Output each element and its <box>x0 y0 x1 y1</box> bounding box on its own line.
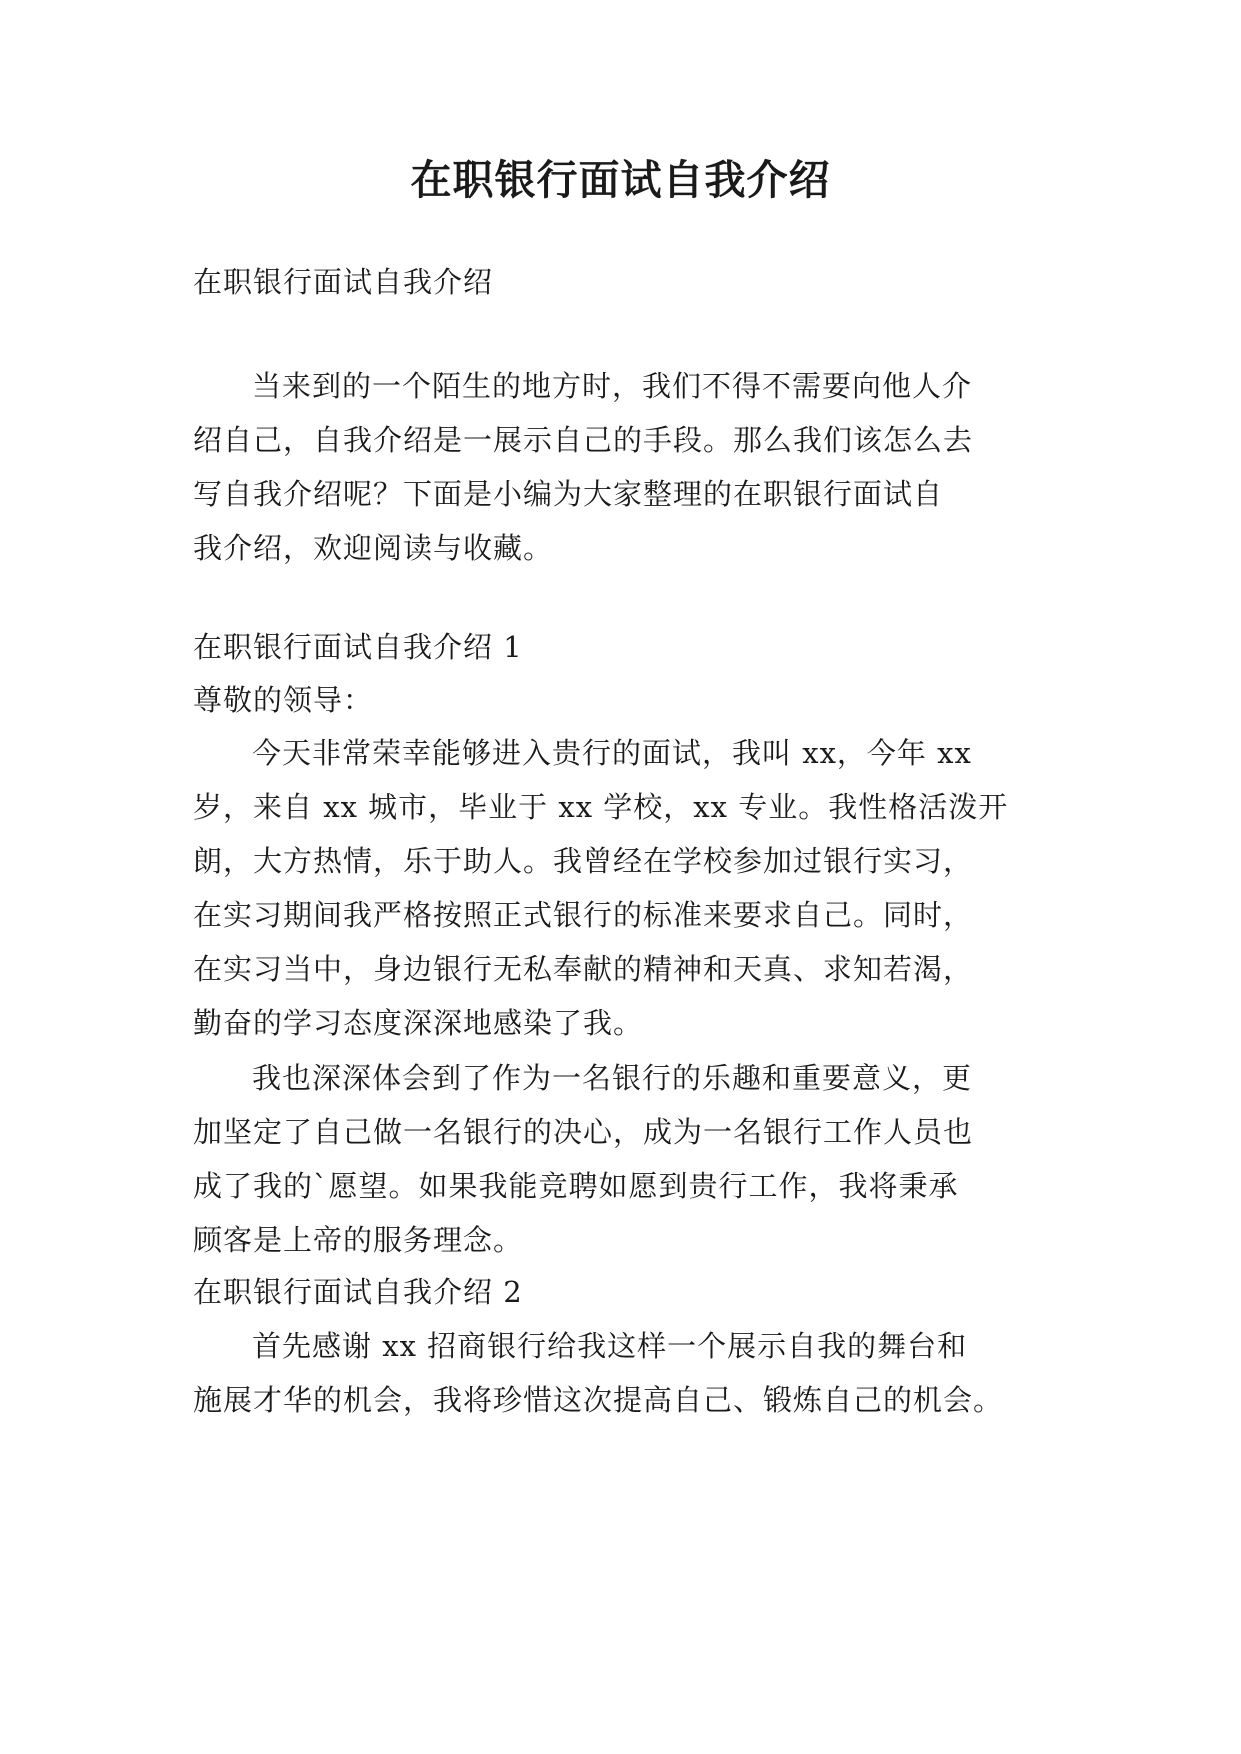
section-heading-1: 在职银行面试自我介绍 1 <box>193 630 523 664</box>
paragraph-line: 我也深深体会到了作为一名银行的乐趣和重要意义，更 <box>252 1061 973 1095</box>
paragraph-line: 加坚定了自己做一名银行的决心，成为一名银行工作人员也 <box>193 1115 974 1149</box>
paragraph-line: 勤奋的学习态度深深地感染了我。 <box>193 1006 644 1040</box>
paragraph-line: 岁，来自 xx 城市，毕业于 xx 学校，xx 专业。我性格活泼开 <box>193 790 1009 824</box>
document-subtitle: 在职银行面试自我介绍 <box>193 265 494 299</box>
paragraph-line: 在实习当中，身边银行无私奉献的精神和天真、求知若渴， <box>193 952 974 986</box>
paragraph-line: 今天非常荣幸能够进入贵行的面试，我叫 xx，今年 xx <box>252 736 972 770</box>
section-heading-2: 在职银行面试自我介绍 2 <box>193 1275 523 1309</box>
paragraph-line: 顾客是上帝的服务理念。 <box>193 1223 524 1257</box>
paragraph-line: 施展才华的机会，我将珍惜这次提高自己、锻炼自己的机会。 <box>193 1383 1004 1417</box>
intro-line: 我介绍，欢迎阅读与收藏。 <box>193 531 554 565</box>
intro-line: 写自我介绍呢？下面是小编为大家整理的在职银行面试自 <box>193 477 944 511</box>
salutation: 尊敬的领导： <box>193 683 374 717</box>
paragraph-line: 首先感谢 xx 招商银行给我这样一个展示自我的舞台和 <box>252 1329 968 1363</box>
intro-line: 当来到的一个陌生的地方时，我们不得不需要向他人介 <box>252 369 973 403</box>
paragraph-line: 成了我的`愿望。如果我能竞聘如愿到贵行工作，我将秉承 <box>193 1169 959 1203</box>
paragraph-line: 在实习期间我严格按照正式银行的标准来要求自己。同时， <box>193 898 974 932</box>
document-title: 在职银行面试自我介绍 <box>410 156 831 204</box>
intro-line: 绍自己，自我介绍是一展示自己的手段。那么我们该怎么去 <box>193 423 974 457</box>
paragraph-line: 朗，大方热情，乐于助人。我曾经在学校参加过银行实习， <box>193 844 974 878</box>
